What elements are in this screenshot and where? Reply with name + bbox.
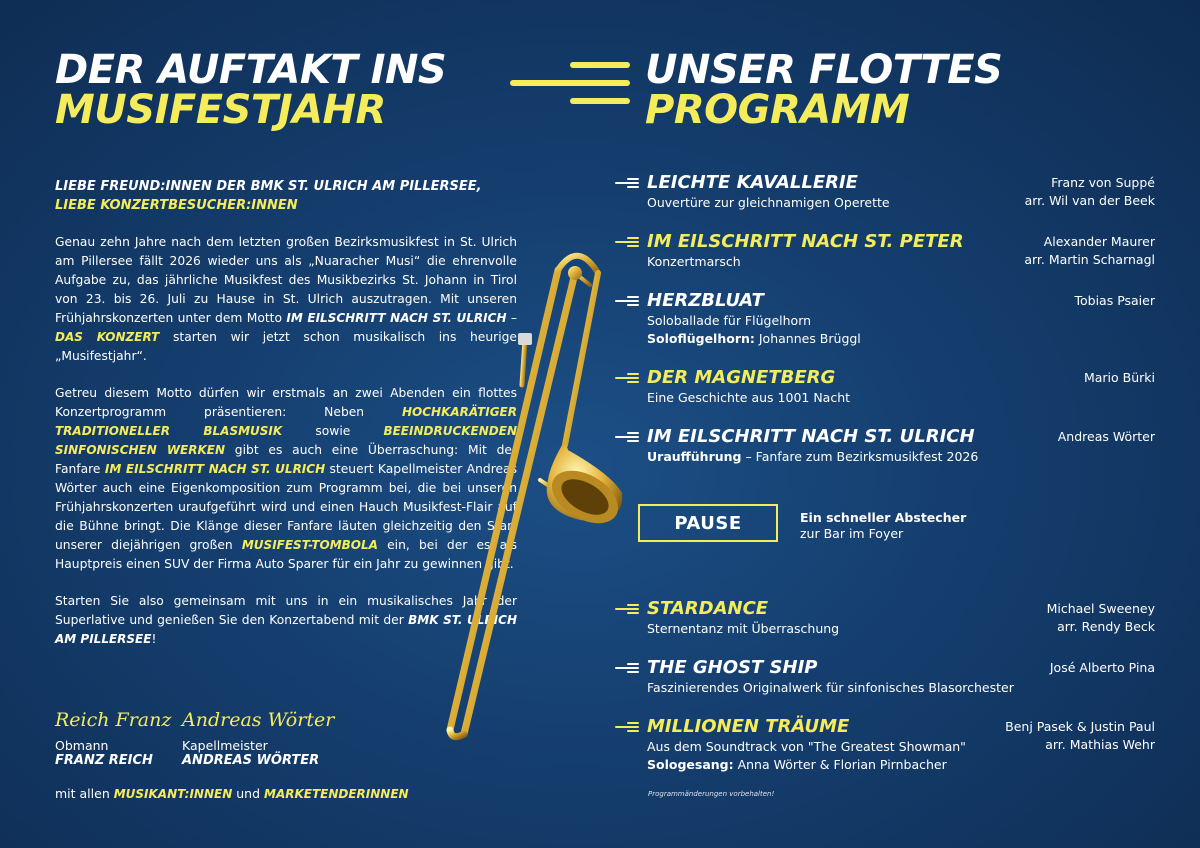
program-subtitle: Soloballade für Flügelhorn: [647, 313, 812, 328]
program-title: LEICHTE KAVALLERIE: [647, 172, 858, 193]
program-item: [615, 231, 1155, 271]
text-run: und: [232, 786, 264, 801]
headline-left: [55, 47, 447, 133]
program-item: [615, 367, 1155, 407]
pause-badge: [638, 504, 778, 542]
highlight-text: IM EILSCHRITT NACH ST. ULRICH: [286, 311, 507, 325]
program-composer: [1025, 174, 1155, 210]
program-item: [615, 290, 1155, 348]
program-subtitle: Aus dem Soundtrack von "The Greatest Showman": [647, 739, 966, 754]
signature-role: Obmann: [55, 738, 109, 753]
program-title: HERZBLUAT: [647, 290, 764, 311]
program-subtitle: Sternentanz mit Überraschung: [647, 621, 840, 636]
highlight-text: HOCHKARÄTIGER TRADITIONELLER BLASMUSIK: [55, 405, 517, 438]
program-subtitle: Faszinierendes Originalwerk für sinfonisches Blasorchester: [647, 680, 1014, 695]
speed-line-icon: [570, 62, 630, 68]
text-run: –: [506, 311, 517, 325]
program-subtitle: Ouvertüre zur gleichnamigen Operette: [647, 195, 890, 210]
program-composer: [1058, 428, 1155, 446]
headline-right-line2: PROGRAMM: [645, 87, 910, 133]
program-title: IM EILSCHRITT NACH ST. ULRICH: [647, 426, 975, 447]
speed-dash-icon: [615, 235, 639, 249]
text-run: !: [151, 632, 157, 646]
program-item: [615, 172, 1155, 212]
soloist-label: Sologesang:: [647, 757, 734, 772]
composer-line: arr. Rendy Beck: [1057, 619, 1155, 634]
program-subtitle: Eine Geschichte aus 1001 Nacht: [647, 390, 851, 405]
signature-kapellmeister: [182, 708, 334, 768]
highlight-text: BMK ST. ULRICH AM PILLERSEE: [55, 613, 517, 646]
text-run: starten wir jetzt schon musikalisch ins heurige „Musifestjahr“.: [55, 330, 517, 363]
headline-left-line1: DER AUFTAKT INS: [55, 47, 447, 93]
headline-right-line1: UNSER FLOTTES: [645, 47, 1003, 93]
highlight-text: IM EILSCHRITT NACH ST. ULRICH: [104, 462, 326, 476]
signature-obmann: [55, 708, 171, 768]
text-run: sowie: [282, 424, 384, 438]
program-soloist: [647, 448, 1155, 466]
highlight-text: DAS KONZERT: [55, 330, 160, 344]
highlight-text: MARKETENDERINNEN: [264, 787, 409, 801]
speed-line-icon: [570, 98, 630, 104]
closing-line: [55, 786, 409, 801]
program-item: [615, 716, 1155, 774]
pause-line1: Ein schneller Abstecher: [800, 510, 967, 525]
trombone-icon: [430, 235, 630, 745]
program-composer: [1074, 292, 1155, 310]
program-title: MILLIONEN TRÄUME: [647, 716, 850, 737]
footnote: Programmänderungen vorbehalten!: [648, 790, 775, 798]
highlight-text: MUSIKANT:INNEN: [113, 787, 233, 801]
program-title: THE GHOST SHIP: [647, 657, 818, 678]
highlight-text: MUSIFEST-TOMBOLA: [241, 538, 378, 552]
composer-line: José Alberto Pina: [1049, 660, 1155, 675]
signature-role: Kapellmeister: [182, 738, 268, 753]
soloist-value: Johannes Brüggl: [754, 331, 861, 346]
text-run: Starten Sie also gemeinsam mit uns in ein musikalisches Jahr der Superlative und genießen Sie den Konzertabend mit der: [55, 594, 517, 627]
composer-line: Franz von Suppé: [1051, 175, 1155, 190]
soloist-value: Anna Wörter & Florian Pirnbacher: [733, 757, 947, 772]
program-composer: [1047, 600, 1155, 636]
pause-label: PAUSE: [674, 512, 742, 534]
signature-name: FRANZ REICH: [55, 753, 153, 768]
text-run: steuert Kapellmeister Andreas Wörter auch eine Eigenkomposition zum Programm bei, die bei unseren Frühjahrskonzerten uraufgeführt wird und einen Hauch Musikfest-Flair auf die Bühne bringt. Die Klänge dieser Fanfare läuten gleichzeitig den Start unserer diejährigen großen: [55, 462, 517, 552]
soloist-label: Soloflügelhorn:: [647, 331, 755, 346]
text-run: gibt es auch eine Überraschung: Mit der Fanfare: [55, 443, 518, 476]
speed-dash-icon: [615, 720, 639, 734]
speed-dash-icon: [615, 661, 639, 675]
speed-dash-icon: [615, 294, 639, 308]
composer-line: Mario Bürki: [1083, 370, 1155, 385]
greeting-line2: LIEBE KONZERTBESUCHER:INNEN: [55, 198, 298, 213]
composer-line: arr. Mathias Wehr: [1045, 737, 1155, 752]
program-soloist: [647, 756, 1155, 774]
composer-line: Andreas Wörter: [1057, 429, 1155, 444]
handwritten-signature: Andreas Wörter: [182, 709, 335, 731]
speed-dash-icon: [615, 371, 639, 385]
speed-line-icon: [510, 80, 630, 86]
program-item: [615, 657, 1155, 697]
greeting: [55, 177, 517, 215]
pause-note: [800, 510, 966, 542]
composer-line: Alexander Maurer: [1043, 234, 1155, 249]
program-title: DER MAGNETBERG: [647, 367, 836, 388]
program-title: STARDANCE: [647, 598, 769, 619]
text-run: mit allen: [55, 786, 114, 801]
headline-right: [645, 47, 1003, 133]
composer-line: arr. Martin Scharnagl: [1024, 252, 1155, 267]
composer-line: arr. Wil van der Beek: [1024, 193, 1155, 208]
program-item: [615, 426, 1155, 466]
text-run: Getreu diesem Motto dürfen wir erstmals an zwei Abenden ein flottes Konzertprogramm präsentieren: Neben: [55, 386, 517, 419]
pause-line2: zur Bar im Foyer: [800, 526, 904, 541]
program-subtitle: Konzertmarsch: [647, 254, 741, 269]
highlight-text: BEEINDRUCKENDEN SINFONISCHEN WERKEN: [55, 424, 517, 457]
greeting-line1: LIEBE FREUND:INNEN DER BMK ST. ULRICH AM PILLERSEE,: [55, 179, 482, 194]
composer-line: Benj Pasek & Justin Paul: [1005, 719, 1155, 734]
program-composer: [1005, 718, 1155, 754]
soloist-value: – Fanfare zum Bezirksmusikfest 2026: [741, 449, 979, 464]
program-item: [615, 598, 1155, 638]
handwritten-signature: Reich Franz: [55, 709, 172, 731]
headline-left-line2: MUSIFESTJAHR: [55, 87, 386, 133]
soloist-label: Uraufführung: [647, 449, 742, 464]
signature-name: ANDREAS WÖRTER: [182, 753, 320, 768]
text-run: ein, bei der es als Hauptpreis einen SUV der Firma Auto Sparer für ein Jahr zu gewinnen gibt.: [55, 538, 517, 571]
program-title: IM EILSCHRITT NACH ST. PETER: [647, 231, 964, 252]
program-soloist: [647, 330, 1155, 348]
program-composer: [1084, 369, 1155, 387]
composer-line: Tobias Psaier: [1074, 293, 1155, 308]
speed-dash-icon: [615, 430, 639, 444]
text-run: Genau zehn Jahre nach dem letzten großen Bezirksmusikfest in St. Ulrich am Pillersee fällt 2026 wieder uns als „Nuaracher Musi“ die ehrenvolle Aufgabe zu, das jährliche Musikfest des Musikbezirks St. Johann in Tirol von 23. bis 26. Juli zu Hause in St. Ulrich auszutragen. Mit unseren Frühjahrskonzerten unter dem Motto: [55, 235, 517, 325]
speed-dash-icon: [615, 602, 639, 616]
program-composer: [1050, 659, 1155, 677]
composer-line: Michael Sweeney: [1046, 601, 1155, 616]
speed-dash-icon: [615, 176, 639, 190]
program-composer: [1024, 233, 1155, 269]
